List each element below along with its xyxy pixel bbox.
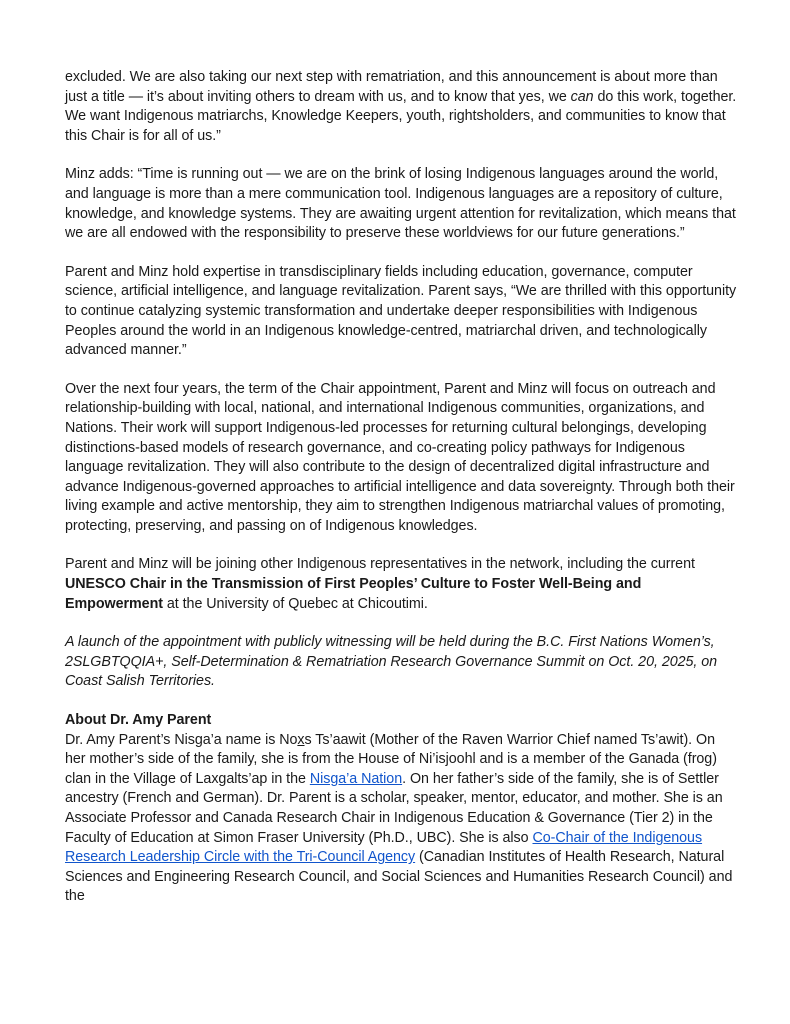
text-run: Parent and Minz will be joining other Indigenous representatives in the network, including the current (65, 556, 695, 573)
co-chair-leadership-circle-link[interactable]: Co-Chair of the Indigenous Research Leadership Circle with the Tri-Council Agency (65, 829, 703, 866)
text-run: (Canadian Institutes of Health Research, Natural Sciences and Engineering Research Council, and Social Sciences and Humanities Research Council) and the (65, 849, 733, 905)
text-run: s Ts’aawit (Mother of the Raven Warrior Chief named Ts’awit). On her mother’s side of the family, she is from the House of Ni’isjoohl and is a member of the Ganada (frog) clan in the Village of Laxgalts’ap in the (65, 731, 717, 787)
nisgaa-nation-link[interactable]: Nisga’a Nation (309, 770, 403, 787)
text-run: . On her father’s side of the family, she is of Settler ancestry (French and German). Dr. Parent is a scholar, speaker, mentor, educator, and mother. She is an Associate Professor and Canada Research Chair in Indigenous Education & Governance (Tier 2) in the Faculty of Education at Simon Fraser University (Ph.D., UBC). She is also (65, 770, 723, 846)
text-run: excluded. We are also taking our next step with rematriation, and this announcement is about more than just a title — it’s about inviting others to dream with us, and to know that yes, we (65, 69, 718, 105)
paragraph-minz-quote: Minz adds: “Time is running out — we are on the brink of losing Indigenous languages around the world, and language is more than a mere communication tool. Indigenous languages are a repository of culture, knowledge, and knowledge systems. They are awaiting urgent attention for revitalization, which means that we are all endowed with the responsibility to preserve these worldviews for our future generations.” (65, 166, 736, 242)
underlined-x: x (297, 731, 305, 748)
text-run: at the University of Quebec at Chicoutimi. (162, 595, 428, 612)
paragraph-launch-notice: A launch of the appointment with publicly witnessing will be held during the B.C. First Nations Women’s, 2SLGBTQQIA+, Self-Determination & Rematriation Research Governance Summit on Oct. 20, 2025, on Coast Salish Territories. (65, 634, 718, 690)
paragraph-rematriation-quote (65, 68, 737, 146)
unesco-chair-name: UNESCO Chair in the Transmission of First Peoples’ Culture to Foster Well-Being and Empowerment (65, 576, 642, 612)
paragraph-next-four-years: Over the next four years, the term of the Chair appointment, Parent and Minz will focus on outreach and relationship-building with local, national, and international Indigenous communities, organizations, and Nations. Their work will support Indigenous-led processes for returning cultural belongings, developing distinctions-based models of research governance, and co-creating policy pathways for Indigenous language revitalization. They will also contribute to the design of decentralized digital infrastructure and advance Indigenous-governed approaches to artificial intelligence and data sovereignty. Through both their living example and active mentorship, they aim to strengthen Indigenous matriarchal values of promoting, protecting, preserving, and passing on of Indigenous knowledges. (65, 380, 735, 534)
paragraph-network (65, 555, 737, 614)
emphasis-can: can (570, 88, 594, 105)
about-heading (65, 711, 737, 731)
text-run: Dr. Amy Parent’s Nisga’a name is No (65, 731, 298, 748)
text-run: do this work, together. We want Indigenous matriarchs, Knowledge Keepers, youth, rightsholders, and communities to know that this Chair is for all of us.” (65, 88, 737, 144)
paragraph-expertise: Parent and Minz hold expertise in transdisciplinary fields including education, governance, computer science, artificial intelligence, and language revitalization. Parent says, “We are thrilled with this opportunity to continue catalyzing systemic transformation and undertake deeper responsibilities with Indigenous Peoples around the world in an Indigenous knowledge-centred, matriarchal driven, and technologically advanced manner.” (65, 263, 737, 359)
about-heading-text: About Dr. Amy Parent (65, 712, 212, 729)
document-page (65, 68, 737, 926)
paragraph-about-amy-parent (65, 731, 737, 907)
